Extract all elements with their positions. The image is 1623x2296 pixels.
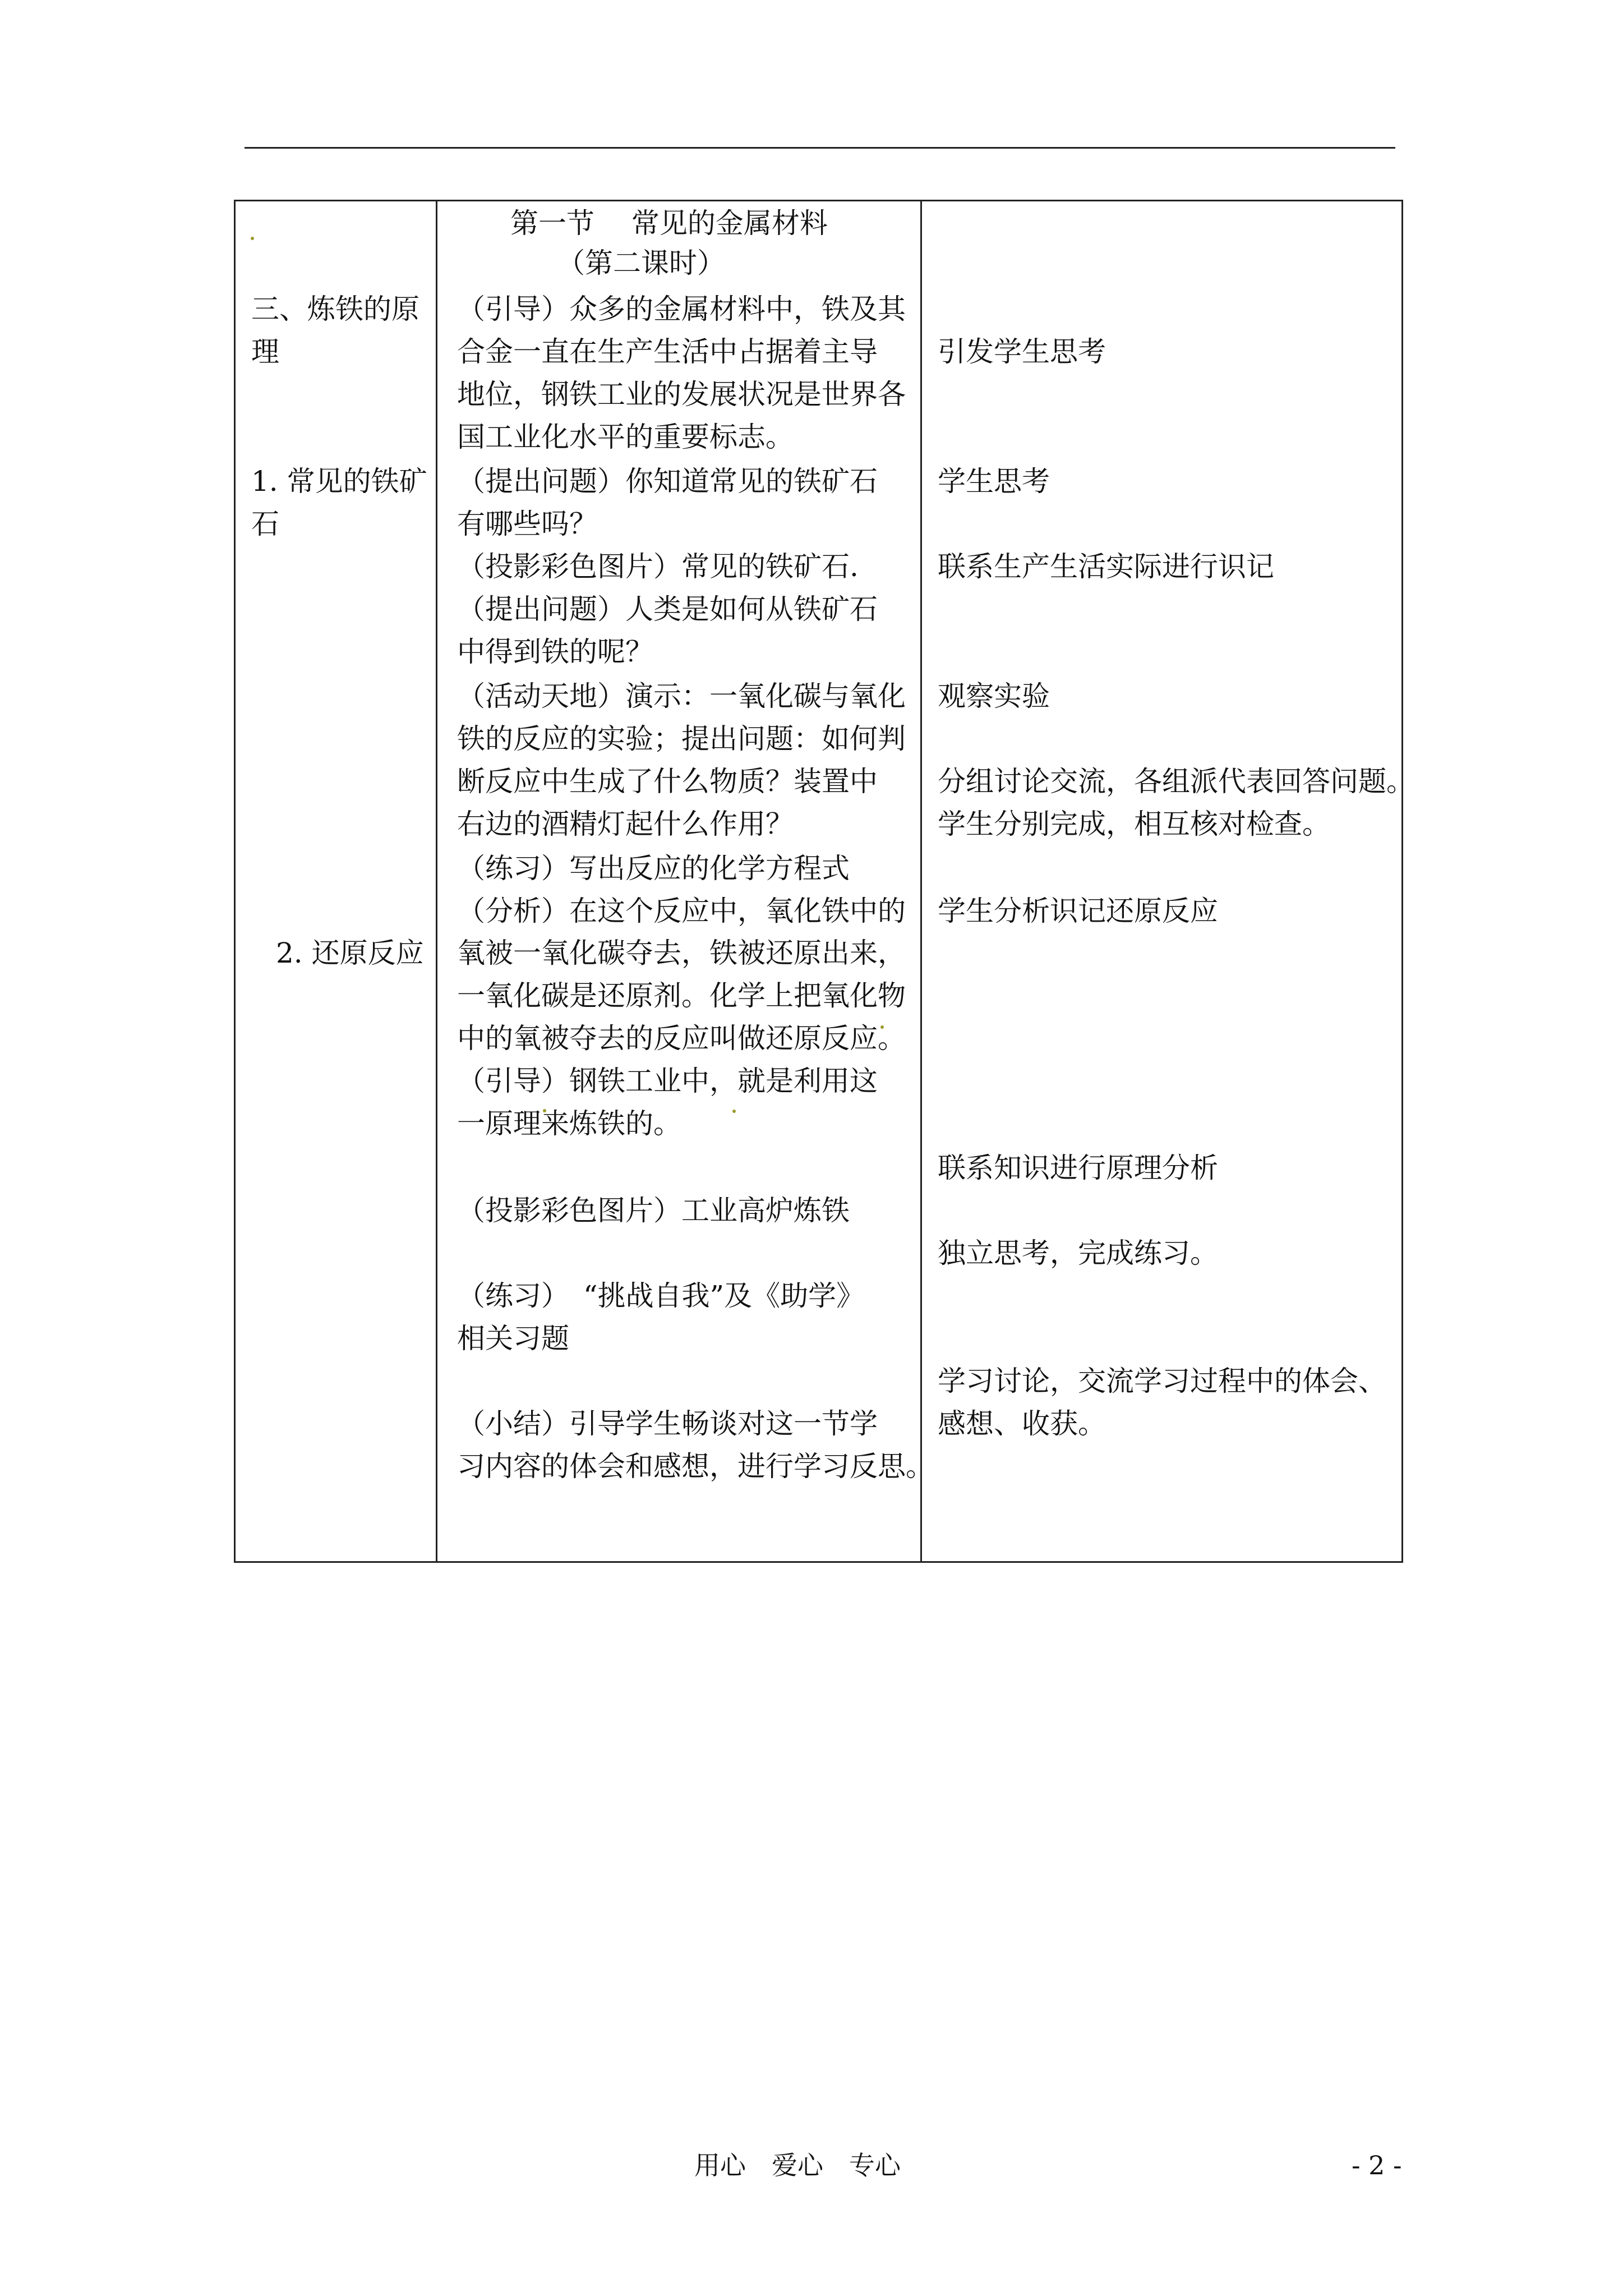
topic-ore-line2: 石 xyxy=(251,508,279,540)
teacher-line: （练习）写出反应的化学方程式 xyxy=(457,852,850,885)
student-line: 联系知识进行原理分析 xyxy=(938,1152,1218,1184)
teacher-line: 铁的反应的实验；提出问题：如何判 xyxy=(457,723,906,755)
topic-section-line1: 三、炼铁的原 xyxy=(251,293,419,325)
teacher-line: 习内容的体会和感想，进行学习反思。 xyxy=(457,1450,934,1483)
topic-ore-line1: 1. 常见的铁矿 xyxy=(251,465,427,498)
student-line: 感想、收获。 xyxy=(938,1407,1106,1440)
lesson-subtitle: （第二课时） xyxy=(557,247,725,279)
teacher-line: 相关习题 xyxy=(457,1322,569,1355)
column-divider-2 xyxy=(920,200,922,1563)
teacher-line: 断反应中生成了什么物质？装置中 xyxy=(457,765,878,798)
student-line: 独立思考，完成练习。 xyxy=(938,1237,1218,1269)
student-line: 学习讨论，交流学习过程中的体会、 xyxy=(938,1365,1386,1397)
teacher-line: 合金一直在生产生活中占据着主导 xyxy=(457,335,878,368)
teacher-line: （活动天地）演示：一氧化碳与氧化 xyxy=(457,680,906,712)
student-line: 联系生产生活实际进行识记 xyxy=(938,550,1274,583)
student-line: 学生思考 xyxy=(938,465,1050,498)
teacher-line: 地位，钢铁工业的发展状况是世界各 xyxy=(457,378,906,411)
student-line: 学生分别完成，相互核对检查。 xyxy=(938,808,1330,840)
column-divider-1 xyxy=(436,200,437,1563)
page-number: - 2 - xyxy=(1352,2150,1402,2180)
stray-mark xyxy=(251,237,254,240)
student-line: 学生分析识记还原反应 xyxy=(938,895,1218,927)
teacher-line: 一原理来炼铁的。 xyxy=(457,1107,681,1140)
teacher-line: 中的氧被夺去的反应叫做还原反应。 xyxy=(457,1022,906,1055)
teacher-line: 右边的酒精灯起什么作用？ xyxy=(457,808,794,840)
topic-section-line2: 理 xyxy=(251,335,279,368)
teacher-line: （分析）在这个反应中，氧化铁中的 xyxy=(457,895,906,927)
teacher-line: 国工业化水平的重要标志。 xyxy=(457,421,794,453)
teacher-line: 一氧化碳是还原剂。化学上把氧化物 xyxy=(457,979,906,1012)
student-line: 分组讨论交流，各组派代表回答问题。 xyxy=(938,765,1414,798)
header-rule xyxy=(245,147,1395,149)
stray-mark xyxy=(732,1110,736,1113)
teacher-line: （引导）众多的金属材料中，铁及其 xyxy=(457,293,906,325)
teacher-line: 氧被一氧化碳夺去，铁被还原出来， xyxy=(457,937,906,969)
teacher-line: 有哪些吗？ xyxy=(457,508,597,540)
teacher-line: （提出问题）人类是如何从铁矿石 xyxy=(457,593,878,625)
teacher-line: （提出问题）你知道常见的铁矿石 xyxy=(457,465,878,498)
teacher-line: （投影彩色图片）常见的铁矿石. xyxy=(457,550,859,583)
topic-reduction: 2. 还原反应 xyxy=(276,937,424,969)
teacher-line: （投影彩色图片）工业高炉炼铁 xyxy=(457,1194,850,1227)
teacher-line: （练习） “挑战自我”及《助学》 xyxy=(457,1280,865,1312)
teacher-line: （引导）钢铁工业中，就是利用这 xyxy=(457,1065,878,1097)
teacher-line: 中得到铁的呢？ xyxy=(457,636,653,668)
lesson-title: 第一节 常见的金属材料 xyxy=(510,207,828,240)
student-line: 观察实验 xyxy=(938,680,1050,712)
student-line: 引发学生思考 xyxy=(938,335,1106,368)
teacher-line: （小结）引导学生畅谈对这一节学 xyxy=(457,1407,878,1440)
footer-motto: 用心 爱心 专心 xyxy=(694,2150,901,2180)
